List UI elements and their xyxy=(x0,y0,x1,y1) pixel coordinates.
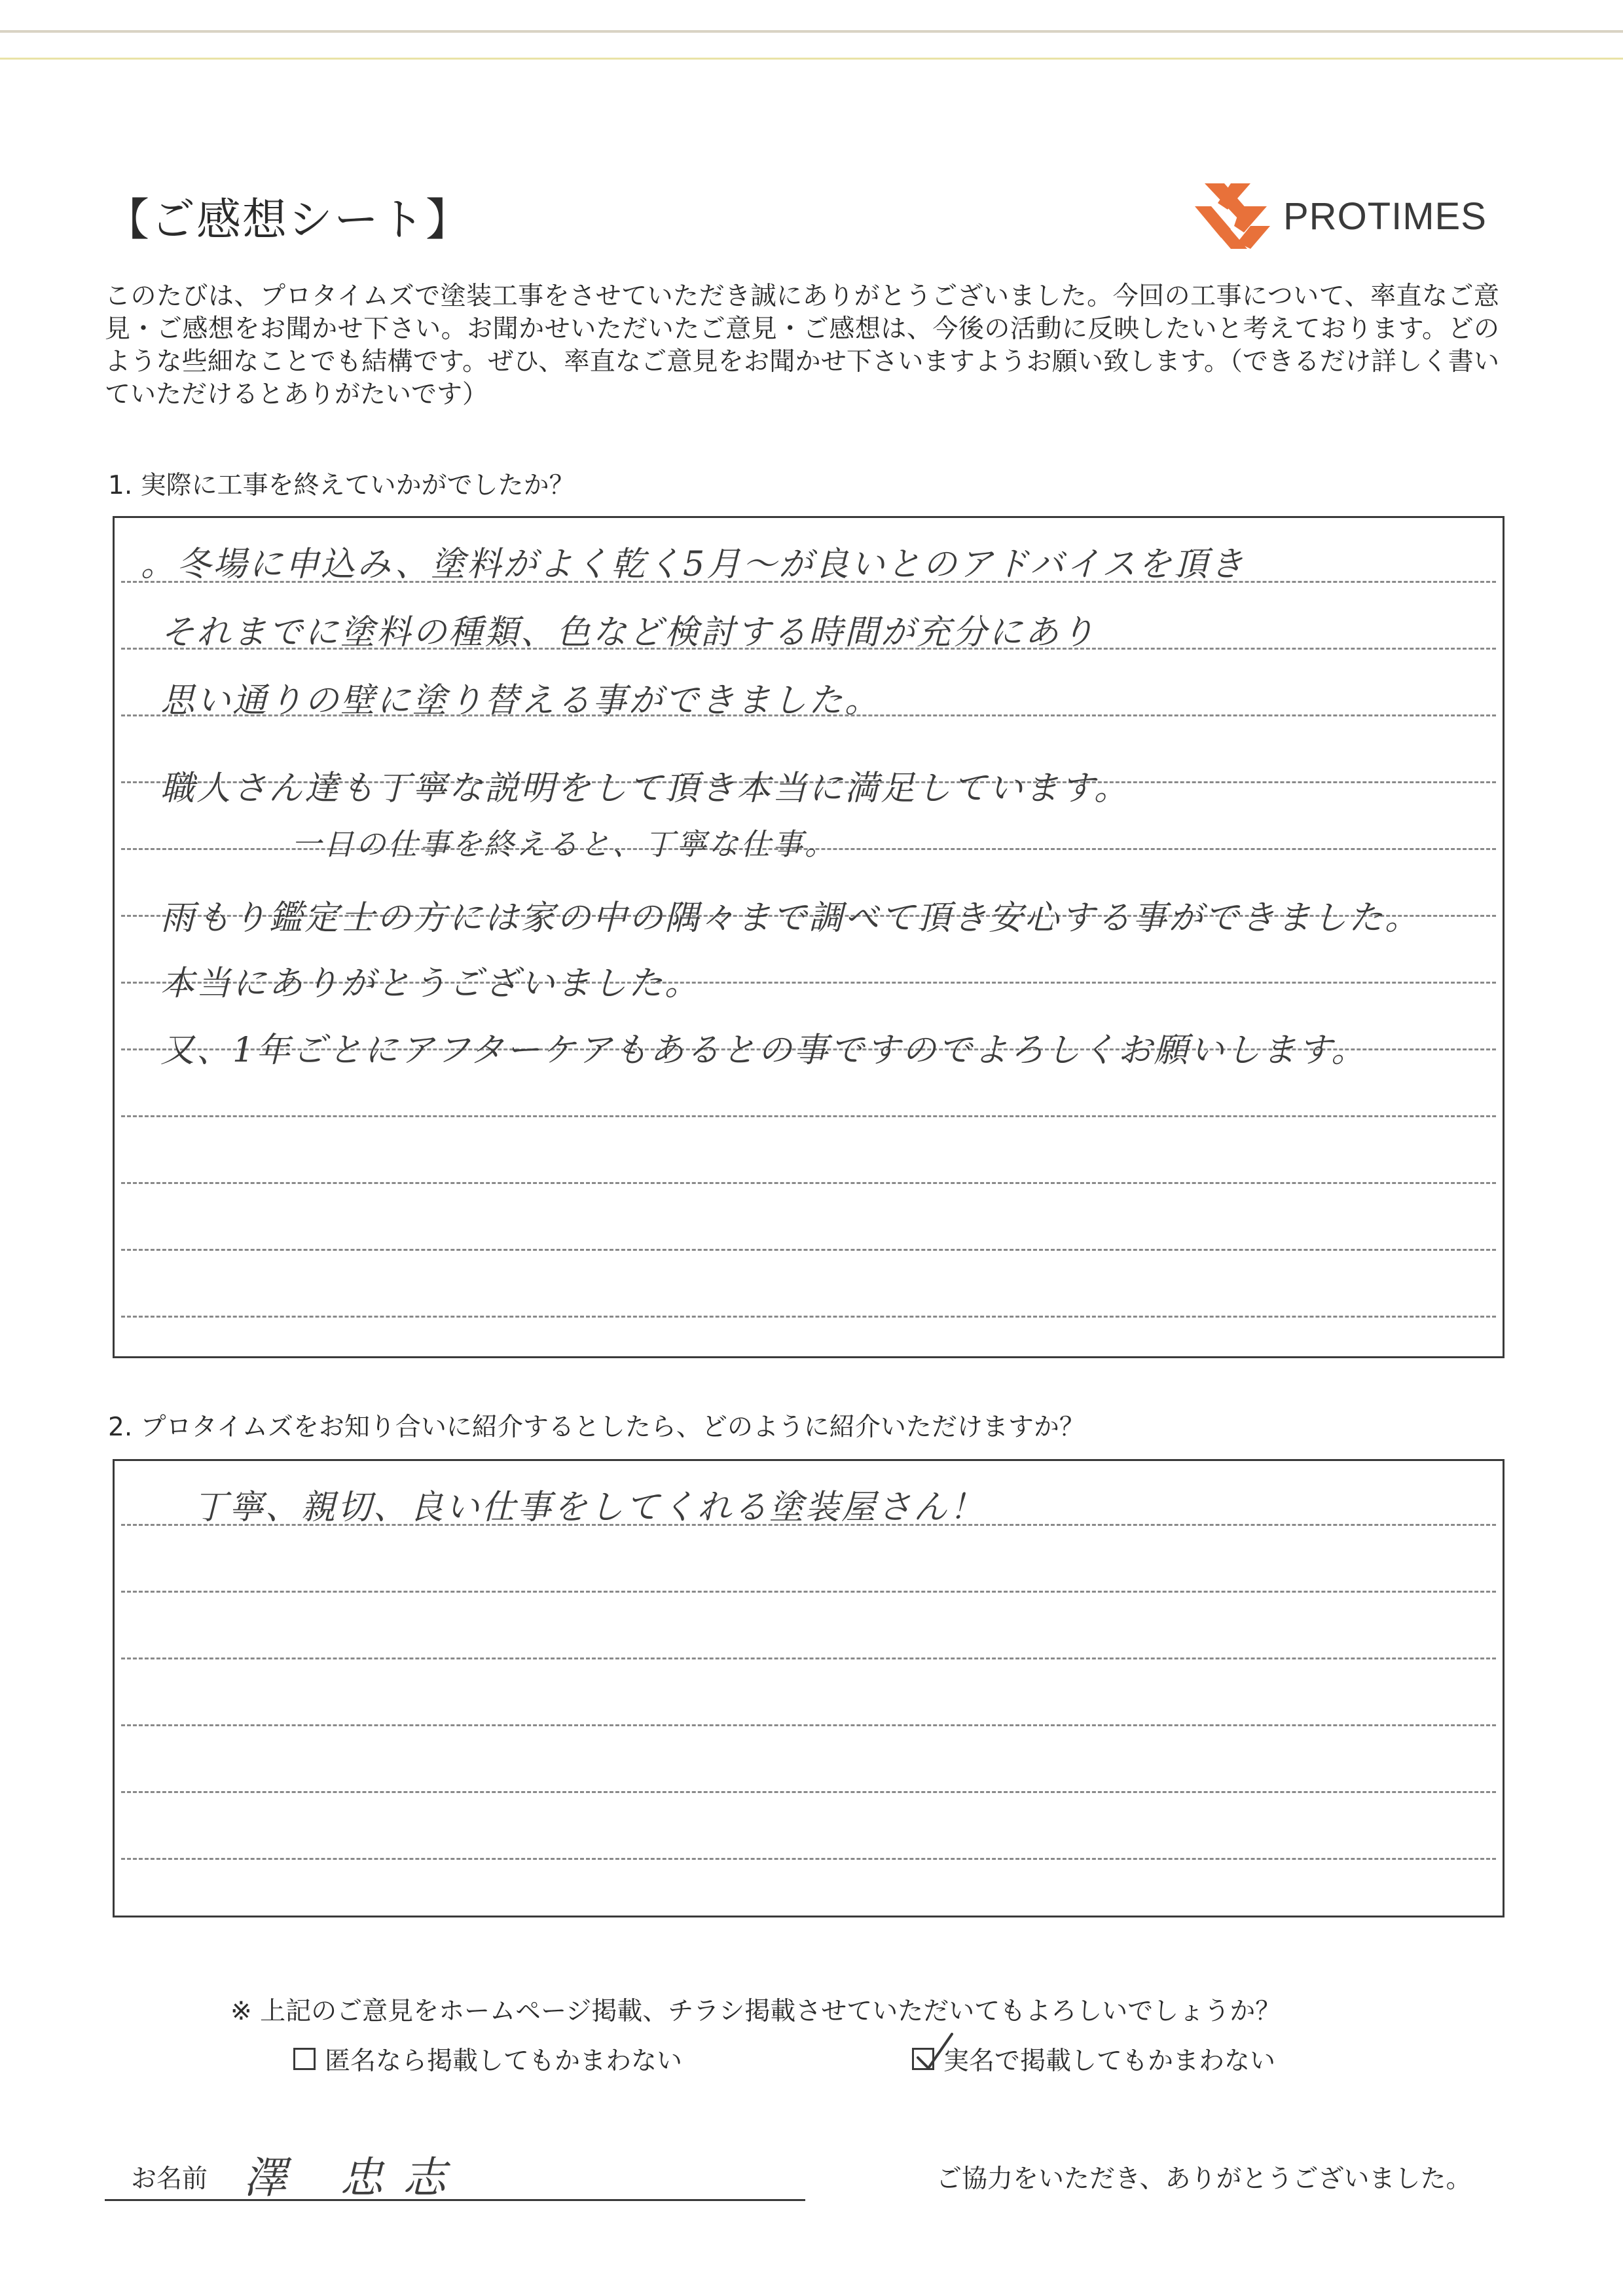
sheet-title: 【ご感想シート】 xyxy=(105,194,472,246)
name-label: お名前 xyxy=(131,2164,208,2194)
handwritten-answer-line: それまでに塗料の種類、色など検討する時間が充分にあり xyxy=(160,613,1097,652)
checkbox-checked[interactable] xyxy=(912,2048,934,2070)
name-underline xyxy=(105,2199,805,2201)
ruled-line xyxy=(121,1316,1496,1318)
intro-text: このたびは、プロタイムズで塗装工事をさせていただき誠にありがとうございました。今回の工事について、率直なご意見・ご感想をお聞かせ下さい。お聞かせいただいたご意見・ご感想は、今後の活動に反映したいと考えております。どのような些細なことでも結構です。ぜひ、率直なご意見をお聞かせ下さいますようお願い致します。（できるだけ詳しく書いていただけるとありがたいです） xyxy=(105,282,1499,409)
handwritten-answer-line: 本当にありがとうございました。 xyxy=(160,964,701,1003)
question-2-label: 2. プロタイムズをお知り合いに紹介するとしたら、どのように紹介いただけますか？ xyxy=(108,1413,1085,1442)
handwritten-answer-line: 丁寧、親切、良い仕事をしてくれる塗装屋さん！ xyxy=(193,1488,986,1527)
top-rule-accent xyxy=(0,58,1623,60)
consent-option-real-name-label: 実名で掲載してもかまわない xyxy=(943,2046,1276,2076)
consent-question: ※ 上記のご意見をホームページ掲載、チラシ掲載させていただいてもよろしいでしょうか？ xyxy=(230,1997,1281,2026)
ruled-line xyxy=(121,1249,1496,1251)
answer-box-1 xyxy=(113,516,1504,1358)
logo-wordmark: PROTIMES xyxy=(1283,195,1487,238)
top-rule xyxy=(0,30,1623,33)
handwritten-answer-line: 職人さん達も丁寧な説明をして頂き本当に満足しています。 xyxy=(160,769,1130,808)
answer-box-2 xyxy=(113,1459,1504,1917)
consent-option-anonymous-label: 匿名なら掲載してもかまわない xyxy=(325,2046,683,2076)
thanks-message: ご協力をいただき、ありがとうございました。 xyxy=(936,2164,1472,2194)
question-1-label: 1. 実際に工事を終えていかがでしたか？ xyxy=(108,471,575,500)
name-handwritten: 澤 忠志 xyxy=(244,2153,465,2203)
consent-option-anonymous[interactable] xyxy=(293,2041,682,2077)
ruled-line xyxy=(121,1791,1496,1793)
handwritten-answer-line: 思い通りの壁に塗り替える事ができました。 xyxy=(160,681,881,720)
ruled-line xyxy=(121,1657,1496,1659)
ruled-line xyxy=(121,1115,1496,1117)
consent-option-real-name[interactable] xyxy=(912,2041,1275,2077)
protimes-logo-icon xyxy=(1192,180,1277,252)
handwritten-answer-line: 又、1年ごとにアフターケアもあるとの事ですのでよろしくお願いします。 xyxy=(160,1031,1368,1070)
ruled-line xyxy=(121,1724,1496,1726)
ruled-line xyxy=(121,1858,1496,1860)
ruled-line xyxy=(121,1591,1496,1593)
handwritten-answer-line: 。冬場に申込み、塗料がよく乾く5月～が良いとのアドバイスを頂き xyxy=(141,545,1246,584)
handwritten-answer-line: 一日の仕事を終えると、丁寧な仕事。 xyxy=(291,826,837,862)
protimes-logo xyxy=(1192,180,1493,252)
checkmark-icon xyxy=(915,2033,955,2072)
handwritten-answer-line: 雨もり鑑定士の方には家の中の隅々まで調べて頂き安心する事ができました。 xyxy=(160,898,1421,938)
ruled-line xyxy=(121,1182,1496,1184)
checkbox-unchecked[interactable] xyxy=(293,2048,316,2070)
